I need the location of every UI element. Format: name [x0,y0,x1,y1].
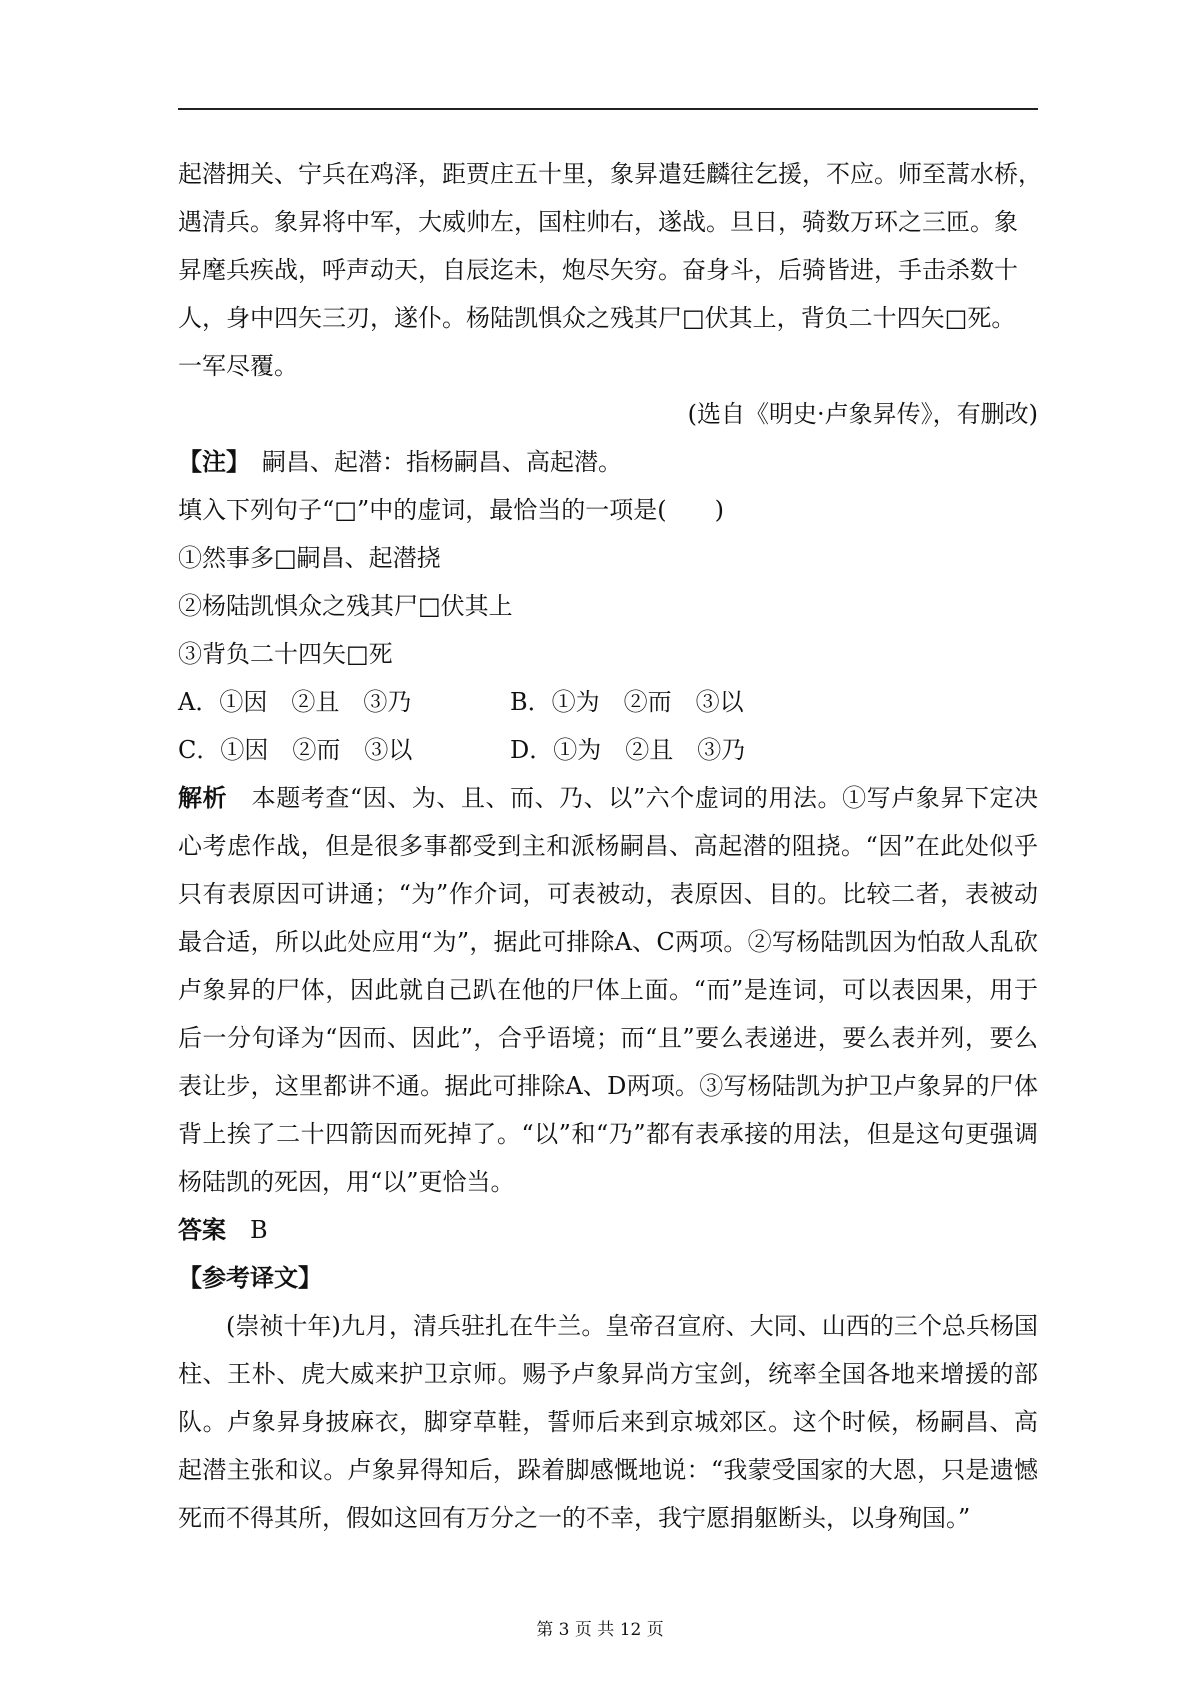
passage [178,150,1042,390]
page-footer: 第 3 页 共 12 页 [536,1620,664,1640]
options-row [178,678,1038,726]
passage-line: 遇清兵。象昇将中军，大威帅左，国柱帅右，遂战。旦日，骑数万环之三匝。象 [178,208,1018,236]
analysis-label: 解析 [178,783,228,812]
analysis-text: 本题考查“因、为、且、而、乃、以”六个虚词的用法。①写卢象昇下定决心考虑作战，但是很多事都受到主和派杨嗣昌、高起潜的阻挠。“因”在此处似乎只有表原因可讲通；“为”作介词，可表被动，表原因、目的。比较二者，表被动最合适，所以此处应用“为”，据此可排除A、C两项。②写杨陆凯因为怕敌人乱砍卢象昇的尸体，因此就自己趴在他的尸体上面。“而”是连词，可以表因果，用于后一分句译为“因而、因此”，合乎语境；而“且”要么表递进，要么表并列，要么表让步，这里都讲不通。据此可排除A、D两项。③写杨陆凯为护卫卢象昇的尸体背上挨了二十四箭因而死掉了。“以”和“乃”都有表承接的用法，但是这句更强调杨陆凯的死因，用“以”更恰当。 [178,784,1039,1196]
question-sentence: ③背负二十四矢□死 [178,640,393,668]
passage-line: 人，身中四矢三刃，遂仆。杨陆凯惧众之残其尸□伏其上，背负二十四矢□死。 [178,304,1016,332]
answer [178,1206,1038,1254]
option-b: B．①为 ②而 ③以 [510,688,744,716]
question-sentence: ②杨陆凯惧众之残其尸□伏其上 [178,592,513,620]
option-c: C．①因 ②而 ③以 [178,736,413,764]
answer-text: B [226,1216,268,1244]
options-row [178,726,1038,774]
note-text: 嗣昌、起潜：指杨嗣昌、高起潜。 [238,448,622,476]
note-label: 【注】 [178,447,238,476]
page-content [178,150,1042,1542]
answer-label: 答案 [178,1215,226,1244]
option-a: A．①因 ②且 ③乃 [178,688,412,716]
translation-heading: 【参考译文】 [178,1263,322,1292]
header-rule [178,108,1038,110]
passage-line: 昇麾兵疾战，呼声动天，自辰迄未，炮尽矢穷。奋身斗，后骑皆进，手击杀数十 [178,256,1018,284]
translation-text: (崇祯十年)九月，清兵驻扎在牛兰。皇帝召宣府、大同、山西的三个总兵杨国柱、王朴、虎大威来护卫京师。赐予卢象昇尚方宝剑，统率全国各地来增援的部队。卢象昇身披麻衣，脚穿草鞋，誓师后来到京城郊区。这个时候，杨嗣昌、高起潜主张和议。卢象昇得知后，跺着脚感慨地说：“我蒙受国家的大恩，只是遗憾死而不得其所，假如这回有万分之一的不幸，我宁愿捐躯断头，以身殉国。” [178,1312,1038,1532]
passage-line: 一军尽覆。 [178,352,298,380]
analysis [178,774,1038,1206]
question-sentence: ①然事多□嗣昌、起潜挠 [178,544,441,572]
option-d: D．①为 ②且 ③乃 [510,736,746,764]
document-page [178,0,1042,1698]
source-citation: (选自《明史·卢象昇传》，有删改) [687,400,1038,428]
question-stem: 填入下列句子“□”中的虚词，最恰当的一项是( ) [178,496,724,524]
passage-line: 起潜拥关、宁兵在鸡泽，距贾庄五十里，象昇遣廷麟往乞援，不应。师至蒿水桥， [178,160,1042,188]
note [178,438,1038,486]
